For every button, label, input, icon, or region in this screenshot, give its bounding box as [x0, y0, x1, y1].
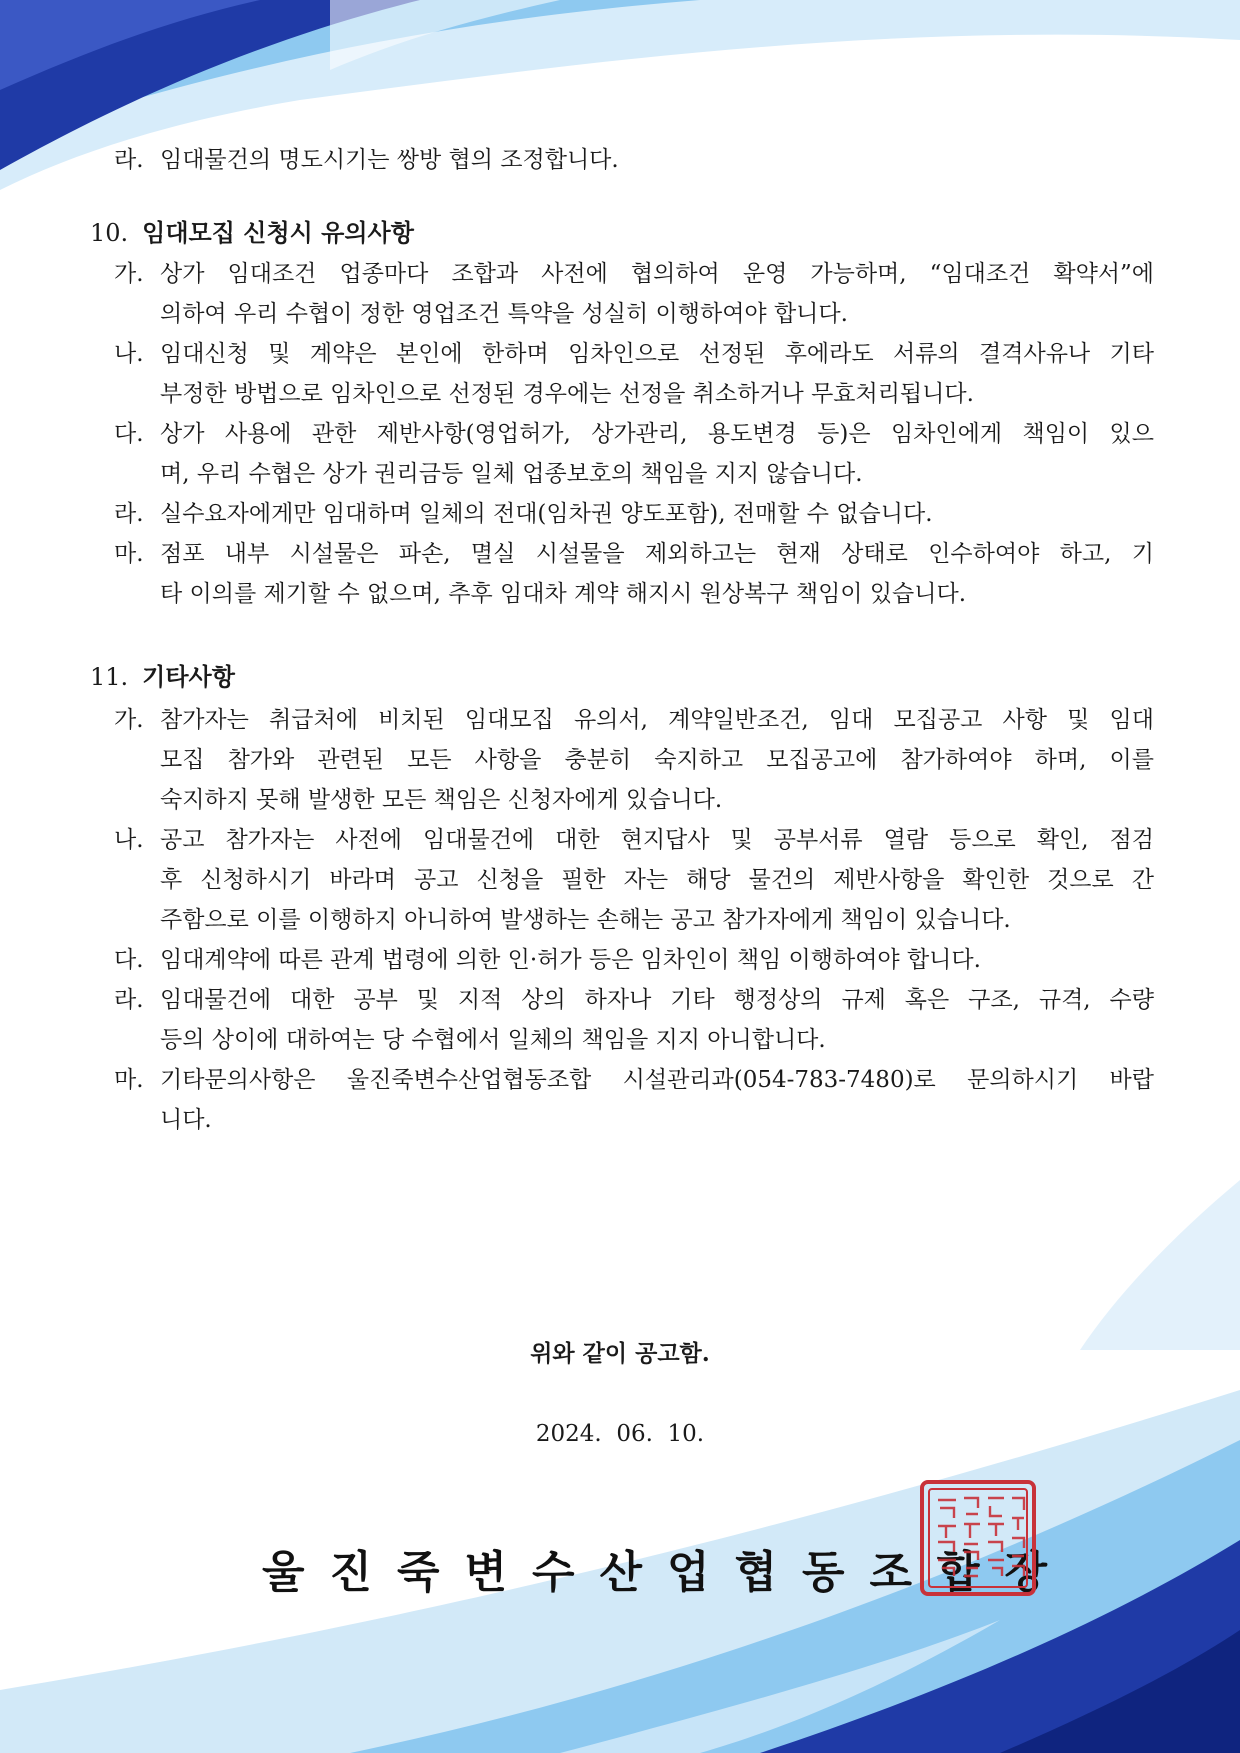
item-line: 의하여 우리 수협이 정한 영업조건 특약을 성실히 이행하여야 합니다.: [160, 301, 848, 327]
item-line: 임대계약에 따른 관계 법령에 의한 인·허가 등은 임차인이 책임 이행하여야 합니다.: [160, 947, 981, 973]
list-item: [114, 820, 1154, 940]
list-item: [114, 940, 1154, 980]
item-line: 상가 임대조건 업종마다 조합과 사전에 협의하여 운영 가능하며, “임대조건 확약서”에: [160, 261, 1154, 287]
item-line: 상가 사용에 관한 제반사항(영업허가, 상가관리, 용도변경 등)은 임차인에게 책임이 있으: [160, 421, 1154, 447]
item-line: 며, 우리 수협은 상가 권리금등 일체 업종보호의 책임을 지지 않습니다.: [160, 461, 863, 487]
section-number: 11.: [90, 663, 129, 691]
item-line: 숙지하지 못해 발생한 모든 책임은 신청자에게 있습니다.: [160, 787, 723, 813]
closing-statement: 위와 같이 공고함.: [530, 1340, 710, 1367]
list-item: [114, 334, 1154, 414]
item-marker: 가.: [114, 261, 144, 287]
item-marker: 라.: [114, 147, 144, 173]
item-line: 니다.: [160, 1107, 212, 1133]
item-line: 모집 참가와 관련된 모든 사항을 충분히 숙지하고 모집공고에 참가하여야 하며, 이를: [160, 747, 1154, 773]
item-line: 타 이의를 제기할 수 없으며, 추후 임대차 계약 해지시 원상복구 책임이 있습니다.: [160, 581, 967, 607]
item-marker: 라.: [114, 501, 144, 527]
item-marker: 가.: [114, 707, 144, 733]
item-line: 후 신청하시기 바라며 공고 신청을 필한 자는 해당 물건의 제반사항을 확인한 것으로 간: [160, 867, 1154, 893]
item-line: 실수요자에게만 임대하며 일체의 전대(임차권 양도포함), 전매할 수 없습니다.: [160, 501, 933, 527]
list-item: [114, 980, 1154, 1060]
item-line: 부정한 방법으로 임차인으로 선정된 경우에는 선정을 취소하거나 무효처리됩니다.: [160, 381, 974, 407]
item-line: 공고 참가자는 사전에 임대물건에 대한 현지답사 및 공부서류 열람 등으로 확인, 점검: [160, 827, 1154, 853]
list-item: [114, 140, 1154, 180]
list-item: [114, 700, 1154, 820]
section-title: 임대모집 신청시 유의사항: [142, 218, 414, 247]
item-line: 주함으로 이를 이행하지 아니하여 발생하는 손해는 공고 참가자에게 책임이 있습니다.: [160, 907, 1011, 933]
list-item: [114, 1060, 1154, 1140]
item-line: 임대신청 및 계약은 본인에 한하며 임차인으로 선정된 후에라도 서류의 결격사유나 기타: [160, 341, 1154, 367]
item-line: 참가자는 취급처에 비치된 임대모집 유의서, 계약일반조건, 임대 모집공고 사항 및 임대: [160, 707, 1154, 733]
item-marker: 마.: [114, 1067, 144, 1093]
item-marker: 마.: [114, 541, 144, 567]
item-marker: 나.: [114, 827, 144, 853]
organization-name: 울진죽변수산업협동조합장: [262, 1547, 1073, 1598]
section-11-heading: [90, 657, 235, 697]
item-line: 점포 내부 시설물은 파손, 멸실 시설물을 제외하고는 현재 상태로 인수하여야 하고, 기: [160, 541, 1154, 567]
list-item: [114, 534, 1154, 614]
section-number: 10.: [90, 219, 129, 247]
item-marker: 나.: [114, 341, 144, 367]
item-line: 임대물건의 명도시기는 쌍방 협의 조정합니다.: [160, 147, 619, 173]
section-title: 기타사항: [142, 662, 235, 691]
item-line: 기타문의사항은 울진죽변수산업협동조합 시설관리과(054-783-7480)로 문의하시기 바랍: [160, 1067, 1154, 1093]
item-marker: 라.: [114, 987, 144, 1013]
issue-date: 2024. 06. 10.: [535, 1421, 705, 1447]
list-item: [114, 414, 1154, 494]
section-10-heading: [90, 213, 414, 253]
item-line: 등의 상이에 대하여는 당 수협에서 일체의 책임을 지지 아니합니다.: [160, 1027, 826, 1053]
item-marker: 다.: [114, 947, 144, 973]
list-item: [114, 494, 1154, 534]
official-seal-stamp: [918, 1478, 1038, 1598]
item-line: 임대물건에 대한 공부 및 지적 상의 하자나 기타 행정상의 규제 혹은 구조, 규격, 수량: [160, 987, 1154, 1013]
list-item: [114, 254, 1154, 334]
item-marker: 다.: [114, 421, 144, 447]
